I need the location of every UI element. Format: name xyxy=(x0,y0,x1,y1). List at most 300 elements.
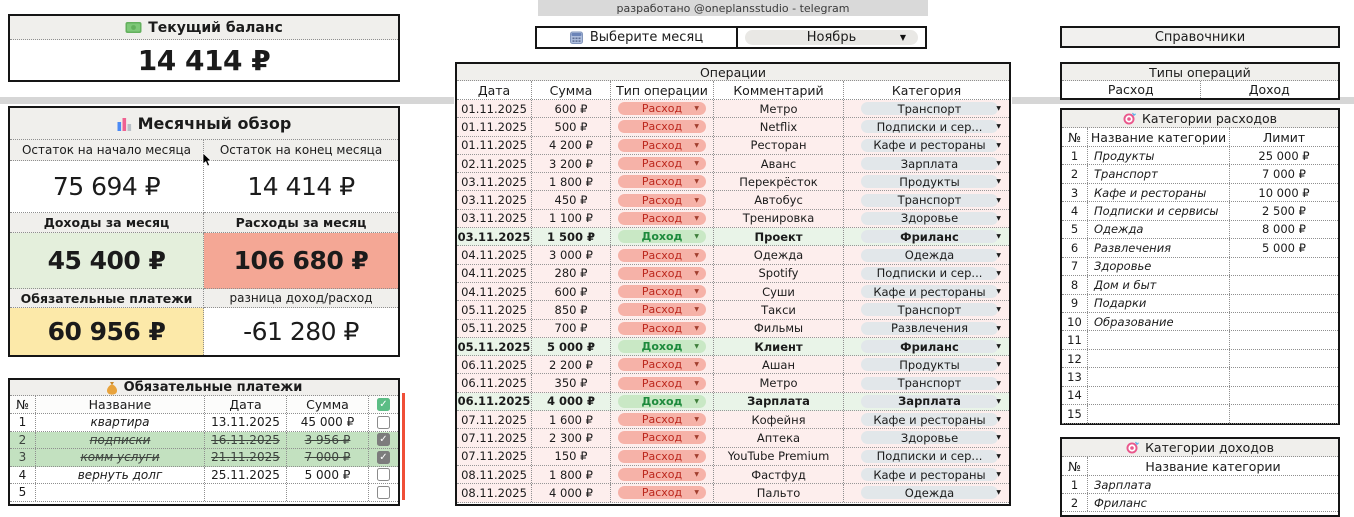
category-limit: 10 000 ₽ xyxy=(1258,185,1310,200)
chevron-down-icon[interactable]: ▼ xyxy=(996,288,1001,296)
value-month-expense: 106 680 ₽ xyxy=(204,233,398,289)
expense-category-row xyxy=(1062,239,1338,257)
operation-category-cell xyxy=(844,100,1009,117)
payment-date: 16.11.2025 xyxy=(205,432,287,449)
payment-number: 4 xyxy=(10,467,36,484)
operation-date: 06.11.2025 xyxy=(457,356,532,373)
type-dropdown-value: Расход xyxy=(641,138,683,152)
chevron-down-icon[interactable]: ▼ xyxy=(996,306,1001,314)
operation-comment: Метро xyxy=(714,374,844,391)
category-dropdown-value: Фриланс xyxy=(900,339,959,354)
category-dropdown[interactable] xyxy=(861,340,998,353)
type-dropdown-value: Расход xyxy=(641,303,683,317)
category-dropdown[interactable] xyxy=(861,413,998,426)
operation-row xyxy=(457,246,1009,264)
label-month-expense: Расходы за месяц xyxy=(204,213,398,233)
chevron-down-icon: ▼ xyxy=(694,233,699,241)
category-number: 8 xyxy=(1062,276,1088,293)
category-dropdown-value: Транспорт xyxy=(897,302,962,317)
type-dropdown[interactable] xyxy=(618,212,706,225)
type-dropdown[interactable] xyxy=(618,413,706,426)
category-dropdown[interactable] xyxy=(861,377,998,390)
expense-categories-rows xyxy=(1062,147,1338,424)
value-difference: -61 280 ₽ xyxy=(243,317,359,346)
operation-row xyxy=(457,484,1009,502)
category-dropdown-value: Фриланс xyxy=(900,229,959,244)
operations-rows xyxy=(457,100,1009,503)
type-dropdown[interactable] xyxy=(618,450,706,463)
col-category-name: Название категории xyxy=(1145,458,1281,474)
operation-row xyxy=(457,466,1009,484)
chevron-down-icon[interactable]: ▼ xyxy=(996,251,1001,259)
chevron-down-icon[interactable]: ▼ xyxy=(996,434,1001,442)
operation-category-cell xyxy=(844,320,1009,337)
payment-name: комм услуги xyxy=(36,449,205,466)
type-dropdown[interactable] xyxy=(618,139,706,152)
operation-sum: 4 000 ₽ xyxy=(532,393,611,410)
category-name: Здоровье xyxy=(1088,258,1230,275)
type-dropdown-value: Расход xyxy=(641,486,683,500)
credit-bar xyxy=(538,0,928,16)
category-dropdown[interactable] xyxy=(861,230,998,243)
operation-row xyxy=(457,374,1009,392)
operation-sum: 1 600 ₽ xyxy=(532,411,611,428)
payment-name xyxy=(36,484,205,501)
operation-comment: Проект xyxy=(714,228,844,245)
category-number: 2 xyxy=(1062,494,1088,511)
expense-category-row xyxy=(1062,313,1338,331)
operation-category-cell xyxy=(844,283,1009,300)
operation-row xyxy=(457,265,1009,283)
chevron-down-icon[interactable]: ▼ xyxy=(996,324,1001,332)
type-dropdown-value: Расход xyxy=(641,120,683,134)
operation-comment: Тренировка xyxy=(714,210,844,227)
operation-row xyxy=(457,301,1009,319)
operation-row xyxy=(457,411,1009,429)
operation-sum: 150 ₽ xyxy=(532,448,611,465)
type-dropdown-value: Расход xyxy=(641,175,683,189)
category-name xyxy=(1088,331,1230,348)
month-selector xyxy=(535,26,927,49)
category-number: 4 xyxy=(1062,202,1088,219)
operation-row xyxy=(457,173,1009,191)
value-mandatory: 60 956 ₽ xyxy=(10,308,204,355)
category-dropdown[interactable] xyxy=(861,139,998,152)
select-all-checkbox[interactable] xyxy=(377,398,390,411)
chevron-down-icon[interactable]: ▼ xyxy=(996,489,1001,497)
month-dropdown-cell xyxy=(738,28,925,47)
label-mandatory: Обязательные платежи xyxy=(10,289,204,308)
type-dropdown[interactable] xyxy=(618,120,706,133)
type-dropdown[interactable] xyxy=(618,175,706,188)
col-sum: Сумма xyxy=(287,396,369,413)
operation-sum: 3 000 ₽ xyxy=(532,246,611,263)
chevron-down-icon: ▼ xyxy=(694,343,699,350)
payment-checkbox[interactable] xyxy=(377,486,390,499)
operation-row xyxy=(457,155,1009,173)
col-name: Название xyxy=(36,396,205,413)
chevron-down-icon[interactable]: ▼ xyxy=(996,233,1001,241)
chevron-down-icon[interactable]: ▼ xyxy=(996,452,1001,460)
category-limit: 5 000 ₽ xyxy=(1262,240,1306,255)
payment-date: 25.11.2025 xyxy=(205,467,287,484)
category-dropdown[interactable] xyxy=(861,212,998,225)
type-dropdown-value: Расход xyxy=(641,413,683,427)
type-dropdown[interactable] xyxy=(618,322,706,335)
category-name: Кафе и рестораны xyxy=(1088,184,1230,201)
type-expense: Расход xyxy=(1062,81,1201,98)
payment-check-cell xyxy=(369,484,398,501)
category-number: 3 xyxy=(1062,184,1088,201)
category-dropdown-value: Транспорт xyxy=(897,101,962,116)
type-dropdown-value: Расход xyxy=(641,248,683,262)
category-dropdown[interactable] xyxy=(861,395,998,408)
operations-card xyxy=(455,62,1011,506)
operation-date: 03.11.2025 xyxy=(457,191,532,208)
payment-checkbox[interactable] xyxy=(377,451,390,464)
category-name xyxy=(1088,405,1230,422)
payment-check-cell xyxy=(369,449,398,466)
operation-date: 05.11.2025 xyxy=(457,301,532,318)
chevron-down-icon[interactable]: ▼ xyxy=(996,343,1001,350)
references-card xyxy=(1060,26,1340,48)
category-dropdown[interactable] xyxy=(861,249,998,262)
chevron-down-icon: ▼ xyxy=(694,196,699,204)
operation-category-cell xyxy=(844,356,1009,373)
operation-comment: Кофейня xyxy=(714,411,844,428)
chevron-down-icon[interactable]: ▼ xyxy=(996,196,1001,204)
type-dropdown[interactable] xyxy=(618,157,706,170)
mouse-cursor xyxy=(202,152,212,171)
category-limit xyxy=(1230,276,1338,293)
type-dropdown[interactable] xyxy=(618,340,706,353)
operation-comment: Spotify xyxy=(714,265,844,282)
chevron-down-icon[interactable]: ▼ xyxy=(996,123,1001,131)
operation-types-card xyxy=(1060,62,1340,100)
category-name: Транспорт xyxy=(1088,165,1230,182)
type-dropdown-value: Доход xyxy=(641,230,683,244)
payment-sum: 7 000 ₽ xyxy=(287,449,369,466)
category-dropdown[interactable] xyxy=(861,102,998,115)
chevron-down-icon[interactable]: ▼ xyxy=(996,105,1001,113)
operation-sum: 1 100 ₽ xyxy=(532,210,611,227)
category-number: 2 xyxy=(1062,165,1088,182)
payment-date: 21.11.2025 xyxy=(205,449,287,466)
operation-sum: 280 ₽ xyxy=(532,265,611,282)
category-number: 6 xyxy=(1062,239,1088,256)
operation-sum: 700 ₽ xyxy=(532,320,611,337)
col-number: № xyxy=(1062,457,1088,475)
operation-row xyxy=(457,356,1009,374)
operation-category-cell xyxy=(844,265,1009,282)
payment-sum: 5 000 ₽ xyxy=(287,467,369,484)
expense-category-row xyxy=(1062,405,1338,423)
current-balance-card xyxy=(8,14,400,82)
label-month-income: Доходы за месяц xyxy=(10,213,204,233)
operation-comment: Фастфуд xyxy=(714,466,844,483)
category-dropdown-value: Развлечения xyxy=(890,321,969,336)
category-name xyxy=(1088,387,1230,404)
category-dropdown-value: Транспорт xyxy=(897,193,962,208)
payment-checkbox[interactable] xyxy=(377,433,390,446)
operation-category-cell xyxy=(844,191,1009,208)
category-dropdown-value: Одежда xyxy=(904,485,955,500)
operation-row xyxy=(457,191,1009,209)
type-dropdown-value: Расход xyxy=(641,431,683,445)
category-number: 10 xyxy=(1062,313,1088,330)
category-number: 11 xyxy=(1062,331,1088,348)
type-dropdown[interactable] xyxy=(618,431,706,444)
calendar-icon xyxy=(570,31,583,44)
category-name: Одежда xyxy=(1088,221,1230,238)
category-dropdown[interactable] xyxy=(861,431,998,444)
income-categories-title: Категории доходов xyxy=(1145,440,1274,455)
operation-type-cell xyxy=(611,338,714,355)
chevron-down-icon[interactable]: ▼ xyxy=(996,269,1001,277)
income-category-row xyxy=(1062,494,1338,512)
chevron-down-icon[interactable]: ▼ xyxy=(996,416,1001,424)
chevron-down-icon: ▼ xyxy=(694,452,699,460)
chevron-down-icon: ▼ xyxy=(694,251,699,259)
type-dropdown[interactable] xyxy=(618,395,706,408)
operation-type-cell xyxy=(611,356,714,373)
operation-date: 02.11.2025 xyxy=(457,155,532,172)
type-dropdown-value: Расход xyxy=(641,266,683,280)
operation-date: 08.11.2025 xyxy=(457,466,532,483)
operation-type-cell xyxy=(611,228,714,245)
type-dropdown-value: Расход xyxy=(641,376,683,390)
chevron-down-icon: ▼ xyxy=(694,160,699,168)
operation-date: 03.11.2025 xyxy=(457,229,531,244)
payment-checkbox[interactable] xyxy=(377,468,390,481)
label-difference: разница доход/расход xyxy=(204,289,398,308)
chevron-down-icon[interactable]: ▼ xyxy=(996,471,1001,479)
category-dropdown[interactable] xyxy=(861,303,998,316)
category-dropdown[interactable] xyxy=(861,450,998,463)
chevron-down-icon: ▼ xyxy=(694,178,699,186)
operation-comment: Пальто xyxy=(714,484,844,501)
type-dropdown[interactable] xyxy=(618,303,706,316)
type-dropdown[interactable] xyxy=(618,267,706,280)
col-date: Дата xyxy=(457,81,532,99)
operation-row xyxy=(457,100,1009,118)
chevron-down-icon: ▼ xyxy=(694,434,699,442)
category-dropdown-value: Кафе и рестораны xyxy=(873,284,986,299)
payments-title: Обязательные платежи xyxy=(123,380,303,395)
expense-category-row xyxy=(1062,221,1338,239)
operation-type-cell xyxy=(611,301,714,318)
operation-category-cell xyxy=(844,173,1009,190)
chevron-down-icon: ▼ xyxy=(694,288,699,296)
chevron-down-icon: ▼ xyxy=(694,416,699,424)
category-name: Дом и быт xyxy=(1088,276,1230,293)
category-number: 13 xyxy=(1062,368,1088,385)
income-categories-rows xyxy=(1062,476,1338,512)
expense-category-row xyxy=(1062,350,1338,368)
operation-date: 01.11.2025 xyxy=(457,118,532,135)
operation-date: 07.11.2025 xyxy=(457,411,532,428)
category-dropdown[interactable] xyxy=(861,468,998,481)
type-dropdown[interactable] xyxy=(618,377,706,390)
type-dropdown[interactable] xyxy=(618,194,706,207)
category-name xyxy=(1088,368,1230,385)
operation-type-cell xyxy=(611,155,714,172)
operation-sum: 4 200 ₽ xyxy=(532,137,611,154)
category-dropdown-value: Здоровье xyxy=(900,430,959,445)
operation-category-cell xyxy=(844,429,1009,446)
payment-sum: 45 000 ₽ xyxy=(287,414,369,431)
category-name xyxy=(1088,350,1230,367)
payment-number: 2 xyxy=(10,432,36,449)
operation-sum: 4 000 ₽ xyxy=(532,484,611,501)
col-check xyxy=(369,396,398,413)
operation-date: 07.11.2025 xyxy=(457,448,532,465)
operation-comment: Ашан xyxy=(714,356,844,373)
red-marker-line xyxy=(402,393,405,500)
category-number: 14 xyxy=(1062,387,1088,404)
chevron-down-icon[interactable]: ▼ xyxy=(996,379,1001,387)
operation-row xyxy=(457,448,1009,466)
chevron-down-icon[interactable]: ▼ xyxy=(996,160,1001,168)
chevron-down-icon[interactable]: ▼ xyxy=(996,397,1001,405)
type-dropdown[interactable] xyxy=(618,285,706,298)
type-dropdown-value: Доход xyxy=(641,394,683,408)
operation-comment: Netflix xyxy=(714,118,844,135)
chevron-down-icon[interactable]: ▼ xyxy=(996,141,1001,149)
category-dropdown[interactable] xyxy=(861,175,998,188)
category-number: 12 xyxy=(1062,350,1088,367)
operation-date: 03.11.2025 xyxy=(457,210,532,227)
payment-row xyxy=(10,467,398,485)
category-number: 1 xyxy=(1062,147,1088,164)
operation-type-cell xyxy=(611,265,714,282)
operation-row xyxy=(457,338,1009,356)
type-dropdown-value: Расход xyxy=(641,285,683,299)
chevron-down-icon: ▼ xyxy=(694,105,699,113)
chevron-down-icon: ▼ xyxy=(694,123,699,131)
category-dropdown-value: Здоровье xyxy=(900,211,959,226)
category-dropdown[interactable] xyxy=(861,358,998,371)
category-dropdown[interactable] xyxy=(861,120,998,133)
type-dropdown-value: Расход xyxy=(641,321,683,335)
type-dropdown-value: Расход xyxy=(641,468,683,482)
mandatory-payments-card xyxy=(8,378,400,506)
chevron-down-icon: ▼ xyxy=(694,269,699,277)
expense-categories-title: Категории расходов xyxy=(1141,111,1278,126)
type-dropdown[interactable] xyxy=(618,468,706,481)
type-dropdown[interactable] xyxy=(618,486,706,499)
chevron-down-icon[interactable]: ▼ xyxy=(996,214,1001,222)
category-name: Образование xyxy=(1088,313,1230,330)
category-dropdown-value: Зарплата xyxy=(898,394,961,409)
operation-date: 06.11.2025 xyxy=(457,394,531,409)
operation-date: 05.11.2025 xyxy=(457,320,532,337)
operation-comment: Ресторан xyxy=(714,137,844,154)
operation-comment: Метро xyxy=(714,100,844,117)
month-dropdown[interactable] xyxy=(745,30,918,45)
operation-row xyxy=(457,118,1009,136)
chevron-down-icon[interactable]: ▼ xyxy=(996,361,1001,369)
operation-comment: YouTube Premium xyxy=(714,448,844,465)
operation-type-cell xyxy=(611,484,714,501)
type-dropdown[interactable] xyxy=(618,230,706,243)
operation-sum: 1 800 ₽ xyxy=(532,173,611,190)
balance-title: Текущий баланс xyxy=(148,19,283,36)
type-income: Доход xyxy=(1248,82,1290,97)
category-dropdown-value: Зарплата xyxy=(900,156,959,171)
type-dropdown-value: Расход xyxy=(641,102,683,116)
category-limit xyxy=(1230,258,1338,275)
expense-category-row xyxy=(1062,331,1338,349)
type-dropdown-value: Расход xyxy=(641,449,683,463)
operation-category-cell xyxy=(844,448,1009,465)
operation-type-cell xyxy=(611,283,714,300)
payments-column-headers xyxy=(10,396,398,414)
operation-category-cell xyxy=(844,411,1009,428)
category-dropdown[interactable] xyxy=(861,285,998,298)
type-dropdown[interactable] xyxy=(618,358,706,371)
payment-row xyxy=(10,432,398,450)
payment-name: подписки xyxy=(36,432,205,449)
operation-type-cell xyxy=(611,210,714,227)
type-dropdown[interactable] xyxy=(618,249,706,262)
type-dropdown[interactable] xyxy=(618,102,706,115)
payment-sum xyxy=(287,484,369,501)
category-number: 5 xyxy=(1062,221,1088,238)
label-end-balance: Остаток на конец месяца xyxy=(204,140,398,161)
month-selector-label: Выберите месяц xyxy=(589,30,704,45)
expense-categories-card xyxy=(1060,108,1340,425)
payment-checkbox[interactable] xyxy=(377,416,390,429)
chevron-down-icon[interactable]: ▼ xyxy=(996,178,1001,186)
operations-title: Операции xyxy=(457,64,1009,81)
category-dropdown[interactable] xyxy=(861,267,998,280)
category-dropdown-value: Подписки и сер... xyxy=(876,266,983,281)
payment-date: 13.11.2025 xyxy=(205,414,287,431)
value-end-balance: 14 414 ₽ xyxy=(204,161,398,213)
balance-value: 14 414 ₽ xyxy=(137,43,271,77)
expense-category-row xyxy=(1062,184,1338,202)
operation-row xyxy=(457,283,1009,301)
operation-row xyxy=(457,210,1009,228)
category-dropdown[interactable] xyxy=(861,194,998,207)
category-dropdown-value: Одежда xyxy=(904,248,955,263)
category-dropdown[interactable] xyxy=(861,157,998,170)
operation-sum: 600 ₽ xyxy=(532,283,611,300)
operation-date: 04.11.2025 xyxy=(457,265,532,282)
category-dropdown[interactable] xyxy=(861,322,998,335)
expense-category-row xyxy=(1062,147,1338,165)
operation-type-cell xyxy=(611,320,714,337)
operation-comment: Автобус xyxy=(714,191,844,208)
category-dropdown-value: Продукты xyxy=(899,174,960,189)
operation-category-cell xyxy=(844,228,1009,245)
category-dropdown[interactable] xyxy=(861,486,998,499)
operation-type-cell xyxy=(611,466,714,483)
operation-types-values xyxy=(1062,81,1338,98)
operation-row xyxy=(457,393,1009,411)
operation-sum: 850 ₽ xyxy=(532,301,611,318)
operation-type-cell xyxy=(611,411,714,428)
operation-type-cell xyxy=(611,173,714,190)
expense-category-row xyxy=(1062,387,1338,405)
operations-column-headers xyxy=(457,81,1009,100)
category-limit xyxy=(1230,368,1338,385)
col-comment: Комментарий xyxy=(714,81,844,99)
chevron-down-icon: ▼ xyxy=(694,306,699,314)
expense-category-row xyxy=(1062,202,1338,220)
operation-category-cell xyxy=(844,137,1009,154)
